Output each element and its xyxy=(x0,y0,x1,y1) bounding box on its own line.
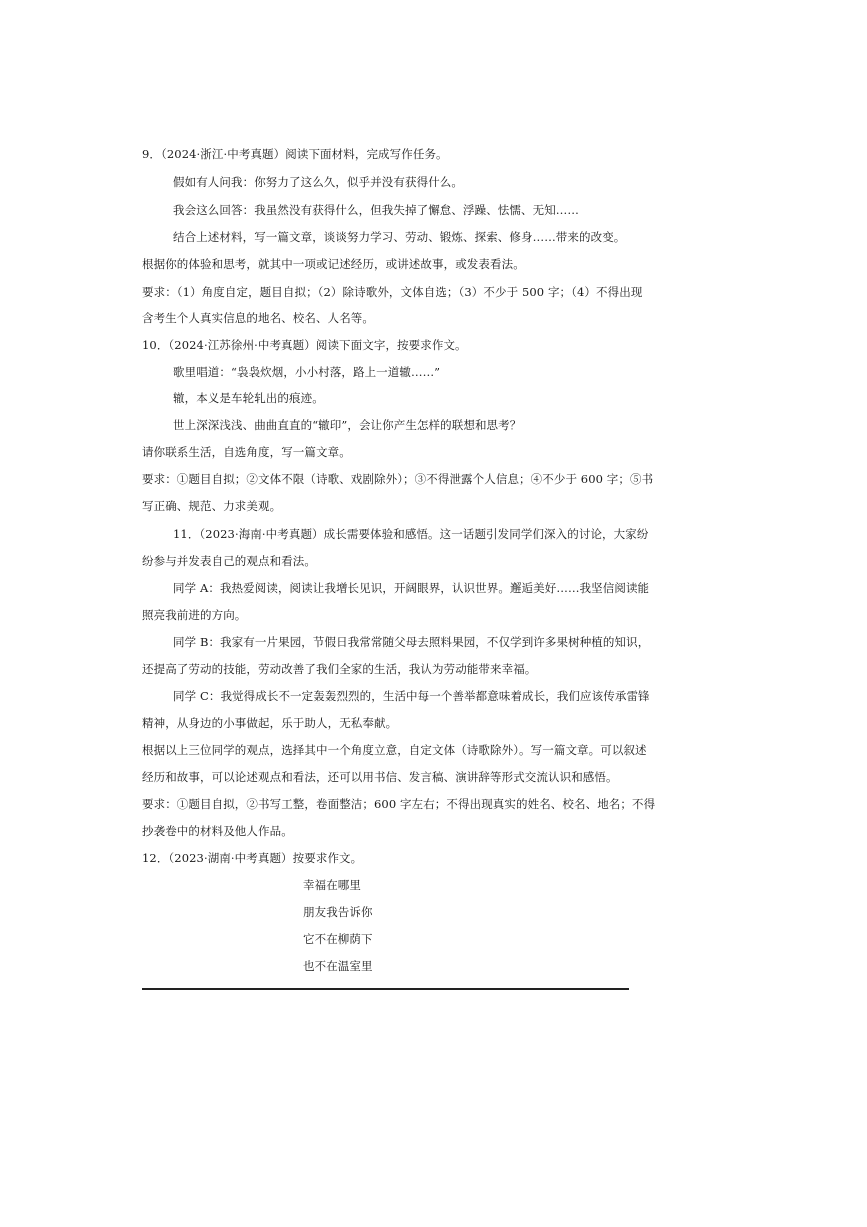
q12-poem-line: 它不在柳荫下 xyxy=(303,932,373,946)
q11-student-c: 精神，从身边的小事做起，乐于助人，无私奉献。 xyxy=(142,716,398,730)
q10-paragraph: 辙，本义是车轮轧出的痕迹。 xyxy=(173,391,324,405)
q11-requirements: 抄袭卷中的材料及他人作品。 xyxy=(142,824,293,838)
q10-paragraph: 世上深深浅浅、曲曲直直的“辙印”，会让你产生怎样的联想和思考？ xyxy=(173,418,522,432)
q12-poem-line: 也不在温室里 xyxy=(303,959,373,973)
q11-student-b: 同学 B：我家有一片果园，节假日我常常随父母去照料果园，不仅学到许多果树种植的知识， xyxy=(173,635,650,649)
q10-heading: 10．（2024·江苏徐州·中考真题）阅读下面文字，按要求作文。 xyxy=(142,338,467,352)
q9-paragraph: 假如有人问我：你努力了这么久，似乎并没有获得什么。 xyxy=(173,175,463,189)
q9-requirements: 要求：（1）角度自定，题目自拟；（2）除诗歌外，文体自选；（3）不少于 500 字；（4）不得出现 xyxy=(142,285,643,299)
q11-student-a: 照亮我前进的方向。 xyxy=(142,608,247,622)
q11-student-b: 还提高了劳动的技能，劳动改善了我们全家的生活，我认为劳动能带来幸福。 xyxy=(142,662,537,676)
q11-student-c: 同学 C：我觉得成长不一定轰轰烈烈的，生活中每一个善举都意味着成长，我们应该传承雷锋 xyxy=(173,689,650,703)
q11-heading: 纷参与并发表自己的观点和看法。 xyxy=(142,554,316,568)
q11-requirements: 要求：①题目自拟，②书写工整，卷面整洁；600 字左右；不得出现真实的姓名、校名、地名；不得 xyxy=(142,797,656,811)
q12-heading: 12．（2023·湖南·中考真题）按要求作文。 xyxy=(142,851,363,865)
q9-paragraph: 我会这么回答：我虽然没有获得什么，但我失掉了懈怠、浮躁、怯懦、无知…… xyxy=(173,203,579,217)
q12-poem-line: 朋友我告诉你 xyxy=(303,905,373,919)
q9-paragraph: 结合上述材料，写一篇文章，谈谈努力学习、劳动、锻炼、探索、修身……带来的改变。 xyxy=(173,230,626,244)
q9-heading: 9．（2024·浙江·中考真题）阅读下面材料，完成写作任务。 xyxy=(142,147,448,161)
q10-requirements: 写正确、规范、力求美观。 xyxy=(142,499,282,513)
q9-requirements: 含考生个人真实信息的地名、校名、人名等。 xyxy=(142,311,374,325)
q11-student-a: 同学 A：我热爱阅读，阅读让我增长见识，开阔眼界，认识世界。邂逅美好……我坚信阅读能 xyxy=(173,581,650,595)
q12-poem-line: 幸福在哪里 xyxy=(303,878,361,892)
q10-paragraph: 请你联系生活，自选角度，写一篇文章。 xyxy=(142,445,351,459)
q11-paragraph: 经历和故事，可以论述观点和看法，还可以用书信、发言稿、演讲辞等形式交流认识和感悟。 xyxy=(142,770,618,784)
bottom-rule xyxy=(142,988,629,990)
q10-paragraph: 歌里唱道：“袅袅炊烟，小小村落，路上一道辙……” xyxy=(173,365,441,379)
q11-heading: 11．（2023·海南·中考真题）成长需要体验和感悟。这一话题引发同学们深入的讨论，大家纷 xyxy=(173,527,649,541)
q9-paragraph: 根据你的体验和思考，就其中一项或记述经历，或讲述故事，或发表看法。 xyxy=(142,257,525,271)
q10-requirements: 要求：①题目自拟；②文体不限（诗歌、戏剧除外）；③不得泄露个人信息；④不少于 600 字；⑤书 xyxy=(142,472,654,486)
q11-paragraph: 根据以上三位同学的观点，选择其中一个角度立意，自定文体（诗歌除外）。写一篇文章。可以叙述 xyxy=(142,743,647,757)
